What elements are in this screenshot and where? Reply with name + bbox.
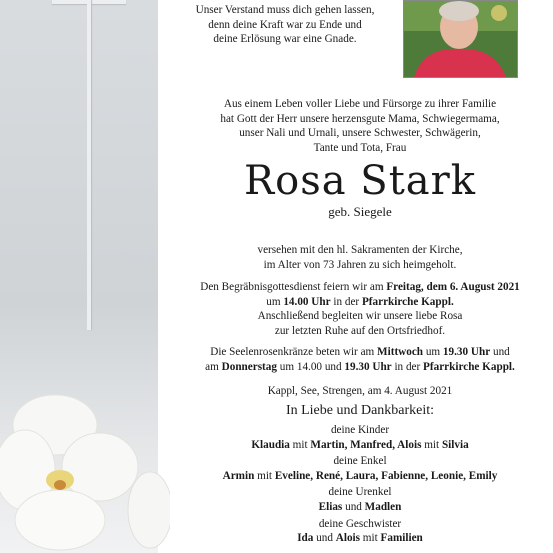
rosary-text: am: [205, 360, 222, 373]
sibling-name: Familien: [380, 532, 423, 545]
child-name: Martin, Manfred, Alois: [310, 438, 422, 451]
rosary-text: Die Seelenrosenkränze beten wir am: [210, 346, 378, 358]
grandchildren-line: [170, 469, 550, 484]
sibling-name: Ida: [297, 532, 314, 545]
funeral-line-1: [170, 280, 550, 295]
funeral-text: Den Begräbnisgottesdienst feiern wir am: [200, 281, 387, 293]
connector: mit: [254, 469, 275, 482]
verse-block: [170, 3, 550, 47]
intro-line: hat Gott der Herr unsere herzensgute Mama, Schwiegermama,: [220, 112, 500, 125]
funeral-text: in der: [330, 295, 362, 308]
rosary-text: und: [490, 346, 510, 358]
connector: mit: [289, 438, 311, 451]
rosary-day: Mittwoch: [377, 346, 424, 358]
funeral-line-2: [170, 295, 550, 310]
child-name: Silvia: [441, 438, 469, 451]
rosary-church: Pfarrkirche Kappl.: [423, 360, 515, 373]
grandchild-name: Eveline, René, Laura, Fabienne, Leonie, Emily: [274, 469, 498, 482]
sibling-name: Alois: [335, 532, 360, 545]
family-block: [170, 423, 550, 546]
connector: mit: [360, 532, 381, 545]
funeral-date: Freitag, dem 6. August 2021: [386, 281, 520, 293]
great-grandchild-name: Madlen: [364, 500, 402, 513]
rosary-text: in der: [391, 360, 424, 373]
rosary-time: 19.30 Uhr: [344, 360, 392, 373]
cross-vertical-bar: [87, 0, 91, 330]
rosary-line-1: [170, 345, 550, 360]
funeral-line-3: Anschließend begleiten wir unsere liebe Rosa: [257, 310, 463, 323]
rosary-block: [170, 345, 550, 374]
funeral-text: um: [266, 295, 284, 308]
funeral-church: Pfarrkirche Kappl.: [361, 295, 454, 308]
family-label: deine Enkel: [333, 455, 387, 468]
intro-line: unser Nali und Urnali, unsere Schwester, Schwägerin,: [239, 127, 481, 140]
sacraments-line: im Alter von 73 Jahren zu sich heimgeholt.: [263, 258, 457, 271]
connector: und: [342, 500, 365, 513]
family-label: deine Geschwister: [318, 517, 402, 530]
great-grandchild-name: Elias: [318, 500, 343, 513]
intro-block: [170, 97, 550, 155]
connector: und: [313, 532, 336, 545]
funeral-line-4: zur letzten Ruhe auf den Ortsfriedhof.: [274, 324, 446, 337]
verse-line: Unser Verstand muss dich gehen lassen,: [195, 4, 375, 16]
orchid-flower-image: [0, 385, 170, 553]
connector: mit: [421, 438, 442, 451]
funeral-block: [170, 280, 550, 338]
rosary-day: Donnerstag: [221, 360, 277, 373]
birth-name: geb. Siegele: [328, 204, 392, 219]
rosary-text: um 14.00 und: [276, 360, 345, 373]
verse-line: deine Erlösung war eine Gnade.: [213, 33, 357, 46]
sacraments-block: [170, 243, 550, 272]
deceased-name: Rosa Stark: [244, 158, 476, 204]
intro-line: Tante und Tota, Frau: [313, 141, 407, 154]
rosary-text: um: [423, 346, 443, 358]
great-grandchildren-line: [170, 500, 550, 515]
child-name: Klaudia: [251, 438, 290, 451]
gratitude-heading: In Liebe und Dankbarkeit:: [285, 403, 435, 418]
rosary-time: 19.30 Uhr: [442, 346, 491, 358]
family-label: deine Urenkel: [328, 486, 392, 499]
intro-line: Aus einem Leben voller Liebe und Fürsorge zu ihrer Familie: [223, 98, 497, 110]
funeral-time: 14.00 Uhr: [283, 295, 331, 308]
verse-line: denn deine Kraft war zu Ende und: [208, 18, 362, 31]
family-label: deine Kinder: [330, 424, 390, 436]
sacraments-line: versehen mit den hl. Sakramenten der Kirche,: [257, 244, 463, 256]
grandchild-name: Armin: [222, 469, 255, 482]
place-date: Kappl, See, Strengen, am 4. August 2021: [267, 385, 453, 397]
siblings-line: [170, 531, 550, 546]
children-line: [170, 438, 550, 453]
rosary-line-2: [170, 360, 550, 375]
